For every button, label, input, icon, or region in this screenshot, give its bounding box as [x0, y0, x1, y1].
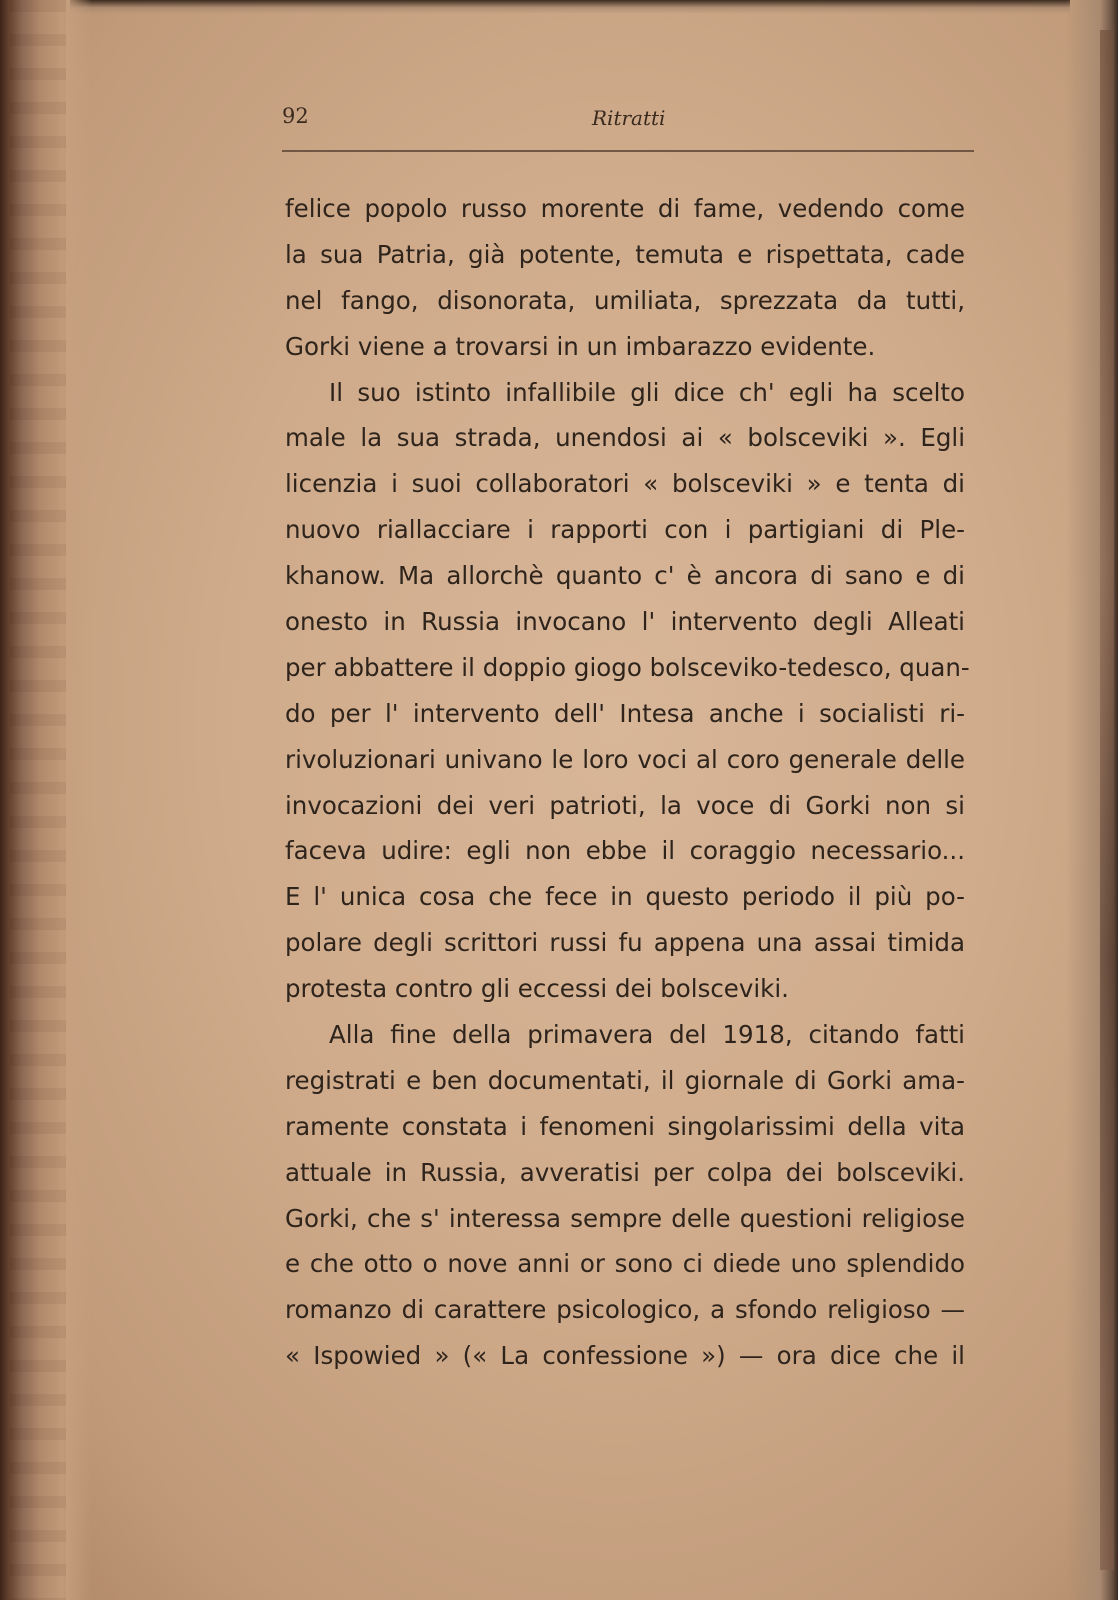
text-line: attuale in Russia, avveratisi per colpa dei bolsceviki.: [285, 1157, 965, 1187]
text-line: Gorki, che s' interessa sempre delle questioni religiose: [285, 1203, 965, 1233]
text-line: nel fango, disonorata, umiliata, sprezzata da tutti,: [285, 285, 965, 315]
text-line: do per l' intervento dell' Intesa anche i socialisti ri-: [285, 698, 965, 728]
page-number: 92: [282, 104, 309, 128]
text-line: rivoluzionari univano le loro voci al coro generale delle: [285, 744, 965, 774]
header-rule: [282, 150, 974, 152]
text-line: Gorki viene a trovarsi in un imbarazzo evidente.: [285, 331, 876, 361]
text-line: nuovo riallacciare i rapporti con i partigiani di Ple-: [285, 515, 965, 545]
adjacent-page-sliver: [1100, 30, 1114, 1570]
body-text: [285, 186, 985, 1379]
running-head: [282, 104, 974, 144]
binding-stain: [10, 0, 66, 1600]
text-line: E l' unica cosa che fece in questo periodo il più po-: [285, 882, 965, 912]
running-title: Ritratti: [592, 106, 666, 130]
text-line: ramente constata i fenomeni singolarissimi della vita: [285, 1111, 965, 1141]
text-line: onesto in Russia invocano l' intervento degli Alleati: [285, 607, 965, 637]
text-line: per abbattere il doppio giogo bolsceviko-tedesco, quan-: [285, 652, 970, 682]
text-line: romanzo di carattere psicologico, a sfondo religioso —: [285, 1295, 965, 1325]
text-line: registrati e ben documentati, il giornale di Gorki ama-: [285, 1065, 965, 1095]
text-line: e che otto o nove anni or sono ci diede uno splendido: [285, 1249, 965, 1279]
text-line: male la sua strada, unendosi ai « bolsceviki ». Egli: [285, 423, 965, 453]
text-line: polare degli scrittori russi fu appena una assai timida: [285, 928, 965, 958]
text-line: invocazioni dei veri patrioti, la voce di Gorki non si: [285, 790, 965, 820]
top-page-edge: [70, 0, 1070, 14]
text-line: faceva udire: egli non ebbe il coraggio necessario...: [285, 836, 965, 866]
text-line: Il suo istinto infallibile gli dice ch' egli ha scelto: [329, 377, 965, 407]
text-line: felice popolo russo morente di fame, vedendo come: [285, 194, 965, 223]
text-line: licenzia i suoi collaboratori « bolsceviki » e tenta di: [285, 469, 965, 499]
text-line: la sua Patria, già potente, temuta e rispettata, cade: [285, 239, 965, 269]
text-line: khanow. Ma allorchè quanto c' è ancora di sano e di: [285, 561, 965, 591]
text-line: « Ispowied » (« La confessione ») — ora dice che il: [285, 1341, 965, 1371]
text-line: Alla fine della primavera del 1918, citando fatti: [329, 1020, 965, 1050]
text-line: protesta contro gli eccessi dei bolsceviki.: [285, 974, 789, 1004]
